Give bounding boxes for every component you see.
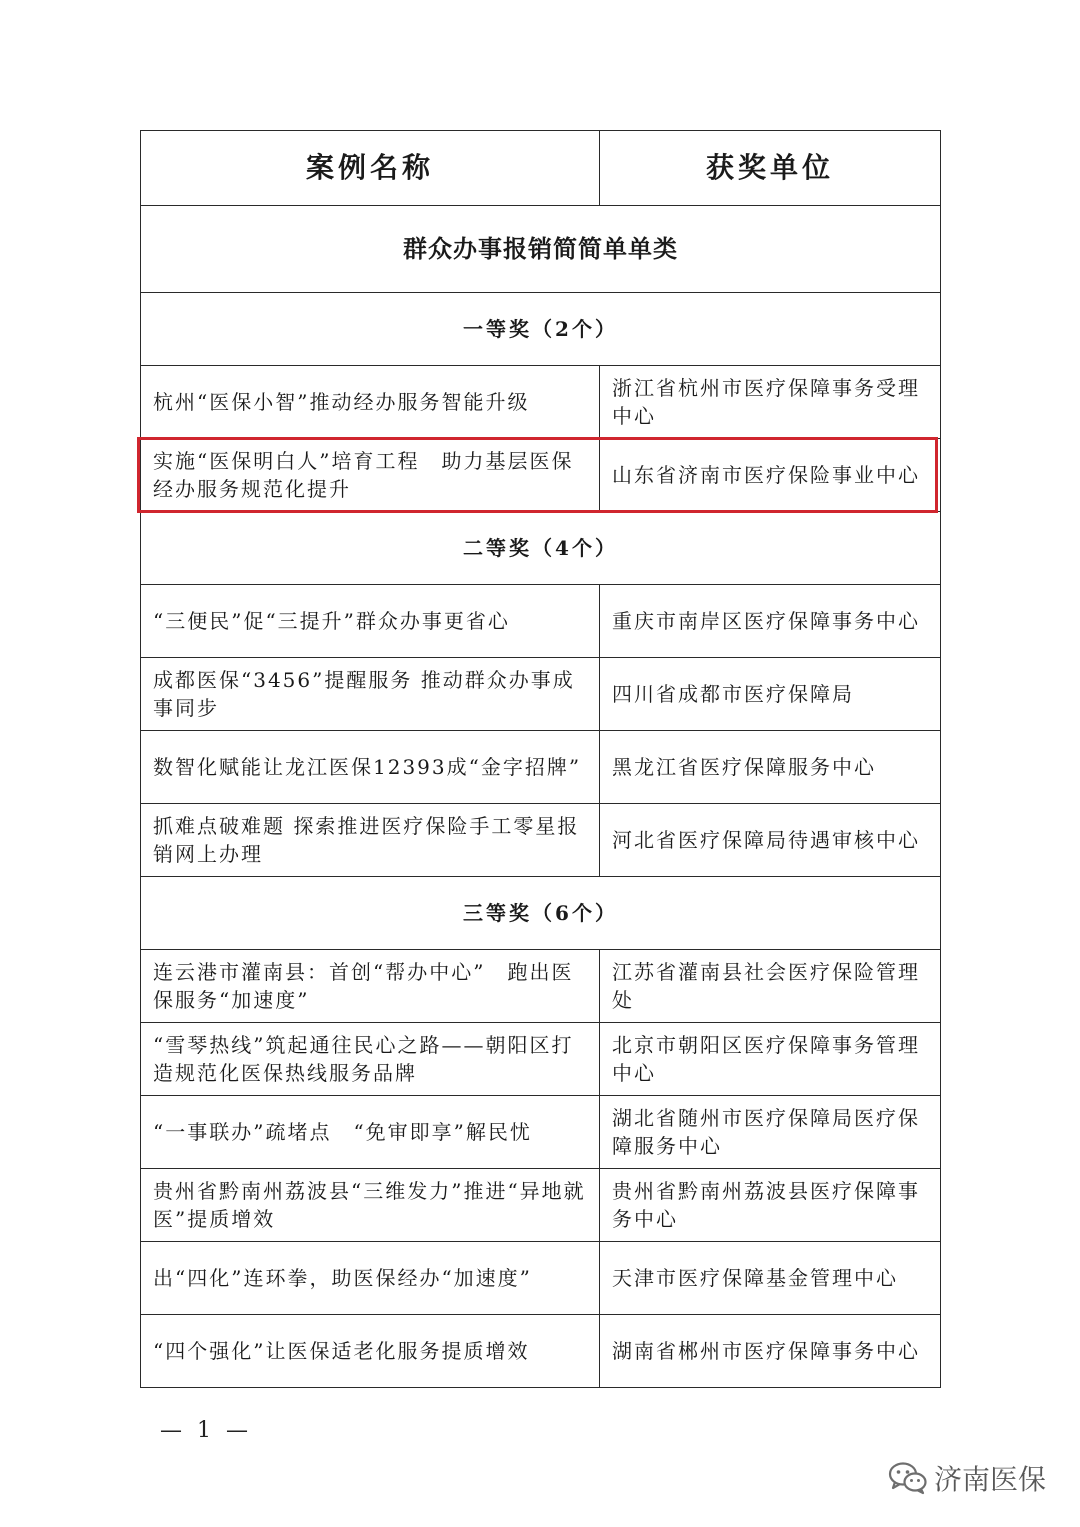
case-name-cell: “雪琴热线”筑起通往民心之路——朝阳区打造规范化医保热线服务品牌 bbox=[141, 1023, 600, 1096]
wechat-icon bbox=[888, 1461, 928, 1495]
table-row bbox=[141, 731, 941, 804]
unit-cell: 浙江省杭州市医疗保障事务受理中心 bbox=[600, 366, 941, 439]
table-row bbox=[141, 1315, 941, 1388]
case-name-cell: 数智化赋能让龙江医保12393成“金字招牌” bbox=[141, 731, 600, 804]
unit-cell: 重庆市南岸区医疗保障事务中心 bbox=[600, 585, 941, 658]
table-row bbox=[141, 950, 941, 1023]
unit-cell: 河北省医疗保障局待遇审核中心 bbox=[600, 804, 941, 877]
unit-cell: 湖南省郴州市医疗保障事务中心 bbox=[600, 1315, 941, 1388]
table-row bbox=[141, 804, 941, 877]
award-level-row bbox=[141, 293, 941, 366]
unit-cell: 四川省成都市医疗保障局 bbox=[600, 658, 941, 731]
watermark bbox=[888, 1458, 1046, 1498]
case-name-cell: 杭州“医保小智”推动经办服务智能升级 bbox=[141, 366, 600, 439]
table-row-highlighted bbox=[141, 439, 941, 512]
unit-cell: 江苏省灌南县社会医疗保险管理处 bbox=[600, 950, 941, 1023]
watermark-text: 济南医保 bbox=[933, 1463, 1046, 1496]
unit-cell: 山东省济南市医疗保险事业中心 bbox=[600, 439, 941, 512]
unit-cell: 天津市医疗保障基金管理中心 bbox=[600, 1242, 941, 1315]
award-table bbox=[140, 130, 941, 1388]
case-name-cell: 连云港市灌南县：首创“帮办中心” 跑出医保服务“加速度” bbox=[141, 950, 600, 1023]
unit-cell: 湖北省随州市医疗保障局医疗保障服务中心 bbox=[600, 1096, 941, 1169]
case-name-cell: 出“四化”连环拳，助医保经办“加速度” bbox=[141, 1242, 600, 1315]
unit-cell: 黑龙江省医疗保障服务中心 bbox=[600, 731, 941, 804]
award-level-second: 二等奖（4个） bbox=[141, 512, 941, 585]
table-row bbox=[141, 366, 941, 439]
table-header-row bbox=[141, 131, 941, 206]
table-row bbox=[141, 1023, 941, 1096]
table-row bbox=[141, 1169, 941, 1242]
case-name-cell: “三便民”促“三提升”群众办事更省心 bbox=[141, 585, 600, 658]
header-case-name: 案例名称 bbox=[141, 131, 600, 206]
case-name-cell: 成都医保“3456”提醒服务 推动群众办事成事同步 bbox=[141, 658, 600, 731]
case-name-cell: 贵州省黔南州荔波县“三维发力”推进“异地就医”提质增效 bbox=[141, 1169, 600, 1242]
category-row bbox=[141, 206, 941, 293]
case-name-cell: “四个强化”让医保适老化服务提质增效 bbox=[141, 1315, 600, 1388]
table-row bbox=[141, 1242, 941, 1315]
header-unit: 获奖单位 bbox=[600, 131, 941, 206]
award-level-row bbox=[141, 512, 941, 585]
case-name-cell: 实施“医保明白人”培育工程 助力基层医保经办服务规范化提升 bbox=[141, 439, 600, 512]
unit-cell: 北京市朝阳区医疗保障事务管理中心 bbox=[600, 1023, 941, 1096]
table-row bbox=[141, 658, 941, 731]
award-level-first: 一等奖（2个） bbox=[141, 293, 941, 366]
category-title: 群众办事报销简简单单类 bbox=[141, 206, 941, 293]
unit-cell: 贵州省黔南州荔波县医疗保障事务中心 bbox=[600, 1169, 941, 1242]
page-number: — 1 — bbox=[160, 1418, 252, 1443]
table-row bbox=[141, 1096, 941, 1169]
table-row bbox=[141, 585, 941, 658]
case-name-cell: “一事联办”疏堵点 “免审即享”解民忧 bbox=[141, 1096, 600, 1169]
award-level-third: 三等奖（6个） bbox=[141, 877, 941, 950]
award-level-row bbox=[141, 877, 941, 950]
case-name-cell: 抓难点破难题 探索推进医疗保险手工零星报销网上办理 bbox=[141, 804, 600, 877]
